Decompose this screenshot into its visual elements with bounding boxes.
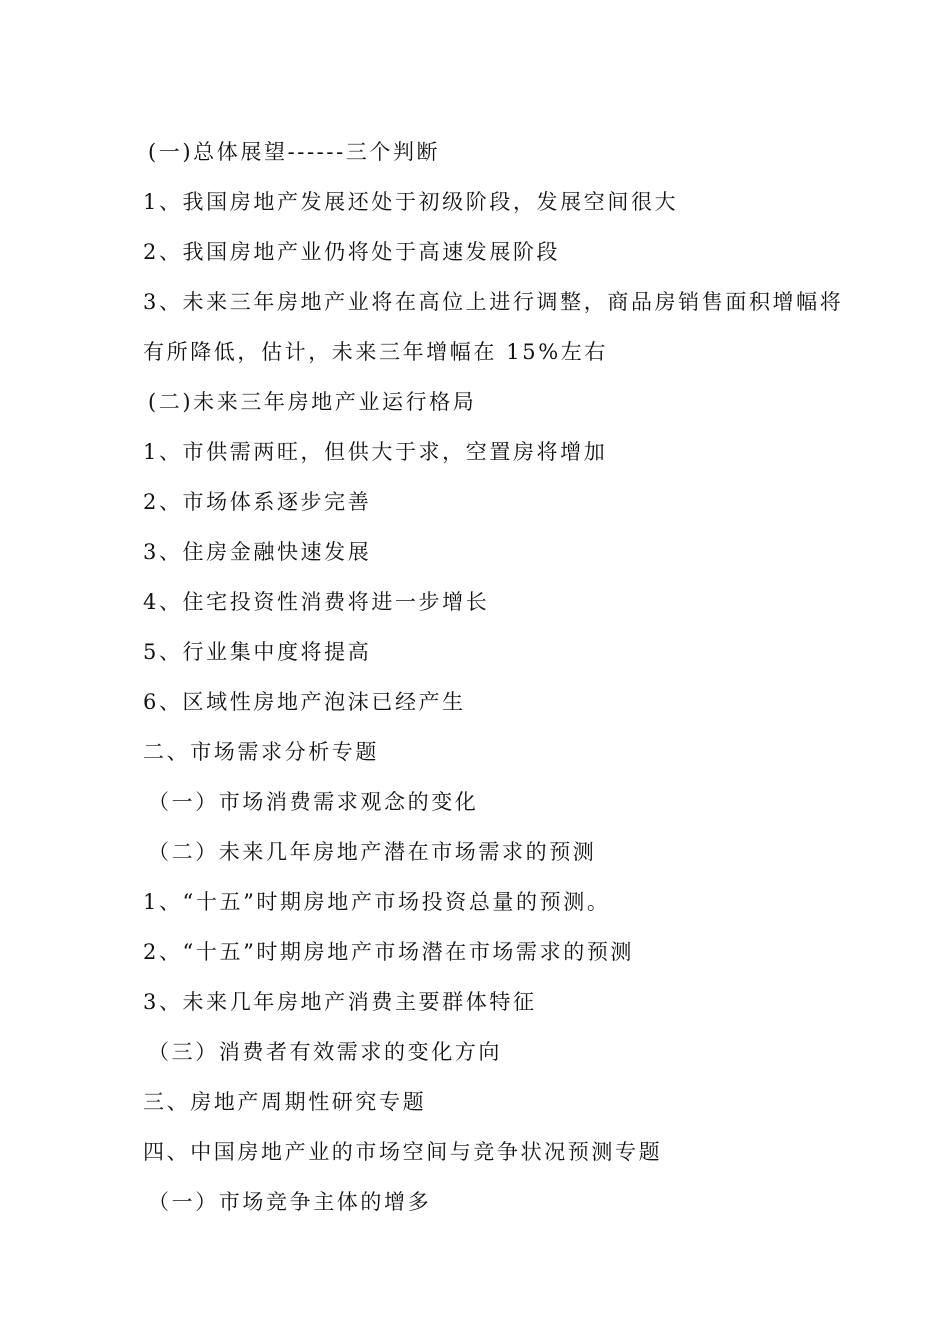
list-item: 1、“十五”时期房地产市场投资总量的预测。 xyxy=(143,890,611,914)
list-item-continuation: 有所降低，估计，未来三年增幅在 15%左右 xyxy=(143,340,608,364)
list-item: 3、未来三年房地产业将在高位上进行调整，商品房销售面积增幅将 xyxy=(143,290,844,314)
section-heading: （三）消费者有效需求的变化方向 xyxy=(148,1040,502,1064)
list-item: 2、市场体系逐步完善 xyxy=(143,490,372,514)
section-heading: (二)未来三年房地产业运行格局 xyxy=(148,390,477,414)
chapter-heading: 三、房地产周期性研究专题 xyxy=(143,1090,427,1114)
list-item: 3、未来几年房地产消费主要群体特征 xyxy=(143,990,537,1014)
list-item: 1、市供需两旺，但供大于求，空置房将增加 xyxy=(143,440,608,464)
section-heading: （一）市场竞争主体的增多 xyxy=(148,1190,432,1214)
list-item: 6、区域性房地产泡沫已经产生 xyxy=(143,690,466,714)
list-item: 4、住宅投资性消费将进一步增长 xyxy=(143,590,490,614)
list-item: 1、我国房地产发展还处于初级阶段，发展空间很大 xyxy=(143,190,679,214)
section-heading: （一）市场消费需求观念的变化 xyxy=(148,790,479,814)
section-heading: （二）未来几年房地产潜在市场需求的预测 xyxy=(148,840,597,864)
list-item: 3、住房金融快速发展 xyxy=(143,540,372,564)
chapter-heading: 二、市场需求分析专题 xyxy=(143,740,379,764)
list-item: 5、行业集中度将提高 xyxy=(143,640,372,664)
list-item: 2、“十五”时期房地产市场潜在市场需求的预测 xyxy=(143,940,635,964)
chapter-heading: 四、中国房地产业的市场空间与竞争状况预测专题 xyxy=(143,1140,663,1164)
section-heading: (一)总体展望------三个判断 xyxy=(148,140,441,164)
list-item: 2、我国房地产业仍将处于高速发展阶段 xyxy=(143,240,561,264)
